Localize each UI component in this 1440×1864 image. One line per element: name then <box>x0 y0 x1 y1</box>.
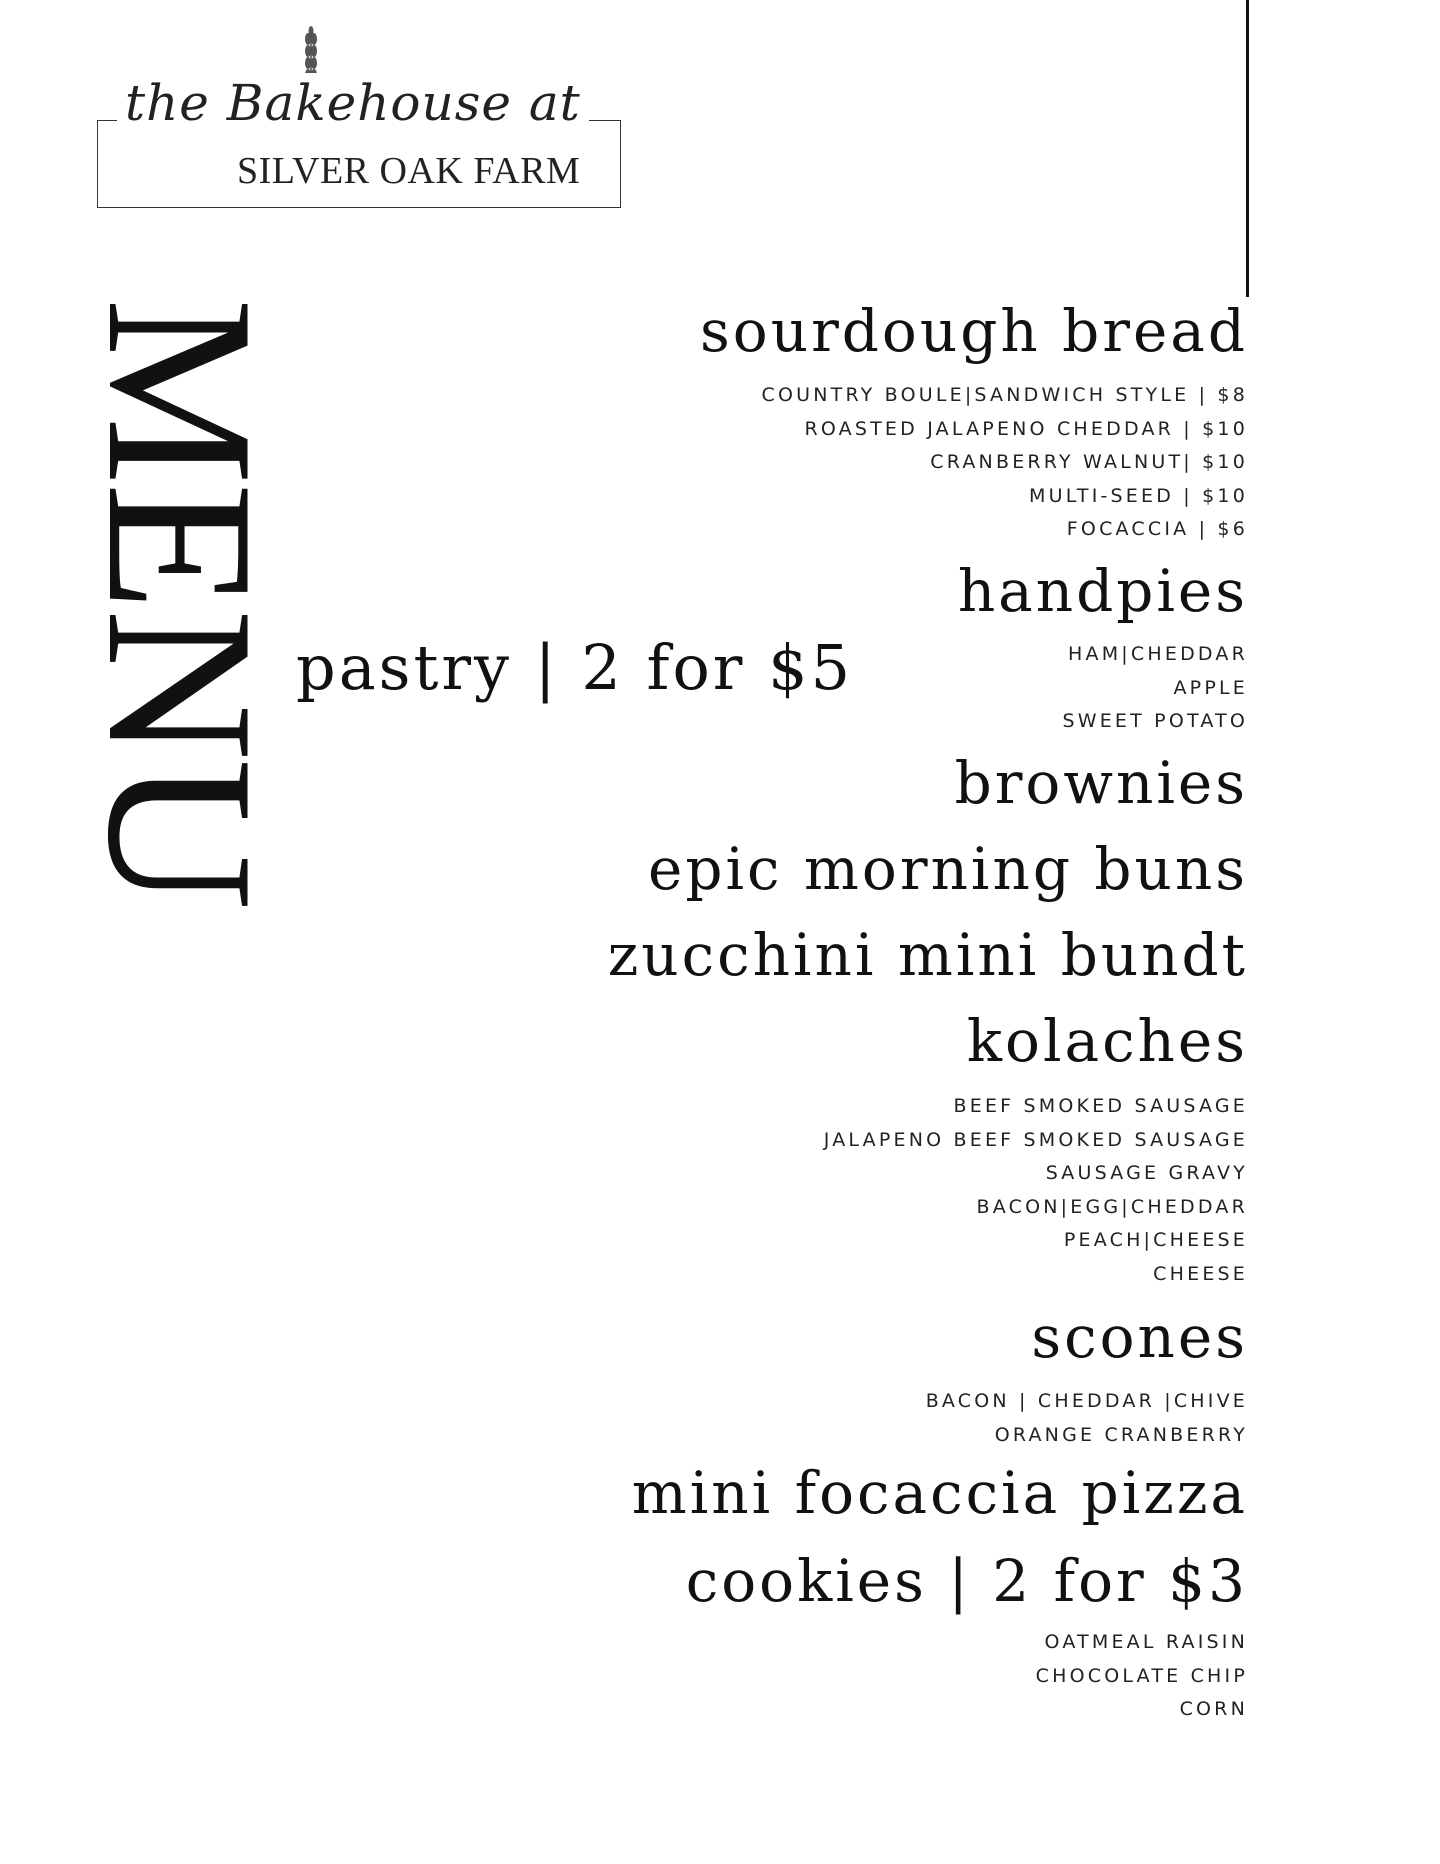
sourdough-items <box>762 379 1249 547</box>
section-heading: cookies | 2 for $3 <box>685 1547 1248 1615</box>
section-bundt <box>608 920 1248 990</box>
section-scones <box>1031 1302 1248 1372</box>
bakehouse-logo <box>97 25 627 215</box>
section-brownies <box>955 748 1248 818</box>
section-heading: scones <box>1031 1303 1248 1371</box>
menu-item: CRANBERRY WALNUT| $10 <box>930 451 1248 473</box>
section-handpies <box>958 556 1248 626</box>
section-heading: brownies <box>954 749 1248 817</box>
cookies-items <box>1036 1626 1248 1727</box>
section-heading: handpies <box>957 557 1248 625</box>
section-heading: zucchini mini bundt <box>607 921 1248 989</box>
vertical-divider <box>1246 0 1249 297</box>
menu-item: COUNTRY BOULE|SANDWICH STYLE | $8 <box>761 384 1248 406</box>
menu-item: CORN <box>1179 1698 1248 1720</box>
scones-items <box>926 1385 1248 1452</box>
menu-item: FOCACCIA | $6 <box>1066 518 1248 540</box>
logo-subtitle: SILVER OAK FARM <box>237 150 581 192</box>
section-heading: kolaches <box>966 1007 1248 1075</box>
section-heading: epic morning buns <box>648 835 1248 903</box>
section-heading: mini focaccia pizza <box>631 1459 1248 1527</box>
menu-item: BACON | CHEDDAR |CHIVE <box>925 1390 1248 1412</box>
section-heading: sourdough bread <box>700 297 1248 365</box>
section-cookies <box>686 1546 1248 1616</box>
menu-item: JALAPENO BEEF SMOKED SAUSAGE <box>823 1128 1248 1151</box>
menu-item: OATMEAL RAISIN <box>1044 1631 1248 1653</box>
kolaches-items <box>824 1090 1248 1291</box>
menu-item: APPLE <box>1173 676 1248 699</box>
menu-item: SAUSAGE GRAVY <box>1045 1162 1248 1184</box>
menu-item: ORANGE CRANBERRY <box>994 1423 1248 1446</box>
menu-item: HAM|CHEDDAR <box>1068 643 1248 665</box>
menu-vertical-title: MENU <box>64 298 296 909</box>
handpies-items <box>1062 638 1248 739</box>
pastry-price-heading: pastry | 2 for $5 <box>296 631 854 704</box>
menu-item: ROASTED JALAPENO CHEDDAR | $10 <box>804 417 1248 440</box>
menu-item: CHEESE <box>1153 1262 1248 1285</box>
section-kolaches <box>967 1006 1248 1076</box>
section-morning-buns <box>648 834 1248 904</box>
section-pizza <box>632 1458 1248 1528</box>
menu-item: CHOCOLATE CHIP <box>1035 1664 1248 1687</box>
menu-item: SWEET POTATO <box>1062 710 1248 732</box>
logo-script-text: the Bakehouse at <box>117 73 589 133</box>
menu-item: BEEF SMOKED SAUSAGE <box>953 1095 1248 1117</box>
menu-item: MULTI-SEED | $10 <box>1029 484 1248 507</box>
menu-item: BACON|EGG|CHEDDAR <box>976 1195 1248 1218</box>
menu-item: PEACH|CHEESE <box>1063 1229 1248 1251</box>
section-sourdough <box>700 296 1248 366</box>
